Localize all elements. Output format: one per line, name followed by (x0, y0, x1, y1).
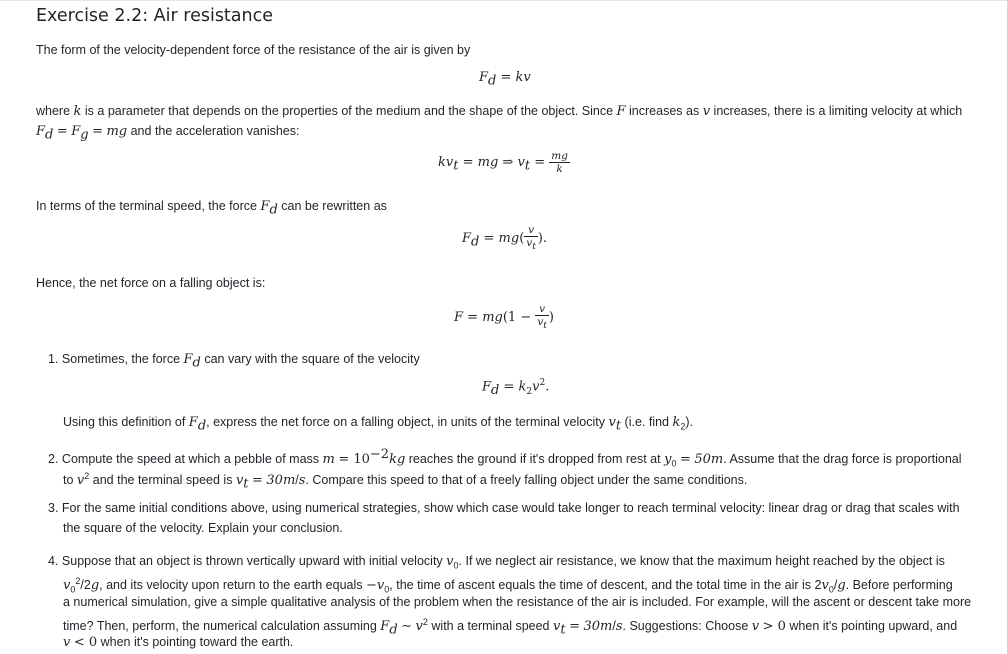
equation-net-force: F = mg(1 − $\frac{v}{v_t}$ ) (454, 303, 554, 332)
list-item-2-line2: to $v^2$ and the terminal speed is $v_t = 30m/s$. Compare this speed to that of a freely falling object under the same conditions. (63, 471, 748, 492)
equation-drag-force: $F_d$ = kv (479, 70, 531, 89)
equation-drag-rewritten: $F_d = mg$( $\frac{v}{v_t}$ ). (462, 224, 548, 253)
page-title: Exercise 2.2: Air resistance (36, 6, 274, 26)
paragraph-terminal-speed: In terms of the terminal speed, the force $F_d$ can be rewritten as (36, 199, 387, 218)
list-item-3: 3. For the same initial conditions above, using numerical strategies, show which case would take longer to reach terminal velocity: linear drag or drag that scales with (48, 501, 960, 515)
paragraph-net-force: Hence, the net force on a falling object is: (36, 276, 266, 290)
list-item-1-instruction: Using this definition of $F_d$, express the net force on a falling object, in units of the terminal velocity $v_t$ (i.e. find $k_2$). (63, 415, 694, 434)
list-item-2: 2. Compute the speed at which a pebble of mass $m = 10^{-2}kg$ reaches the ground if it's dropped from rest at $y_0 = 50m$. Assume that the drag force is proportional (48, 447, 962, 469)
list-item-4-line4: time? Then, perform, the numerical calculation assuming $F_d$ ∼ $v^2$ with a terminal speed $v_t = 30m/s$. Suggestions: Choose v > 0 when it's pointing upward, and (63, 617, 958, 638)
list-item-1: 1. Sometimes, the force $F_d$ can vary with the square of the velocity (48, 352, 420, 371)
paragraph-limiting-velocity: where k is a parameter that depends on the properties of the medium and the shape of the object. Since F increases as v increases, there is a limiting velocity at which (36, 104, 963, 119)
list-item-4-line5: v < 0 when it's pointing toward the earth. (63, 635, 294, 650)
top-divider (0, 0, 1007, 1)
equation-quadratic-drag: $F_d = k_2v^2$. (482, 378, 550, 398)
list-item-3-line2: the square of the velocity. Explain your conclusion. (63, 521, 343, 535)
list-number: 4. (48, 554, 59, 568)
list-item-4: 4. Suppose that an object is thrown vertically upward with initial velocity $v_0$. If we neglect air resistance, we know that the maximum height reached by the object is (48, 554, 945, 571)
list-number: 1. (48, 352, 59, 366)
paragraph-limiting-velocity-line2: $F_d = F_g$ = mg and the acceleration vanishes: (36, 124, 300, 143)
intro-paragraph: The form of the velocity-dependent force of the resistance of the air is given by (36, 43, 471, 57)
list-item-4-line3: a numerical simulation, give a simple qualitative analysis of the problem when the resistance of the air is included. For example, will the ascent or descent take more (63, 595, 972, 609)
list-item-4-line2: $v_0^2/2g$, and its velocity upon return to the earth equals $-v_0$, the time of ascent equals the time of descent, and the total time in the air is $2v_0/g$. Before performing (63, 576, 953, 595)
list-number: 2. (48, 452, 59, 467)
equation-terminal-velocity: $kv_t$ = mg ⇒ $v_t$ = $\frac{mg}{k}$ (438, 150, 568, 175)
list-number: 3. (48, 501, 59, 515)
